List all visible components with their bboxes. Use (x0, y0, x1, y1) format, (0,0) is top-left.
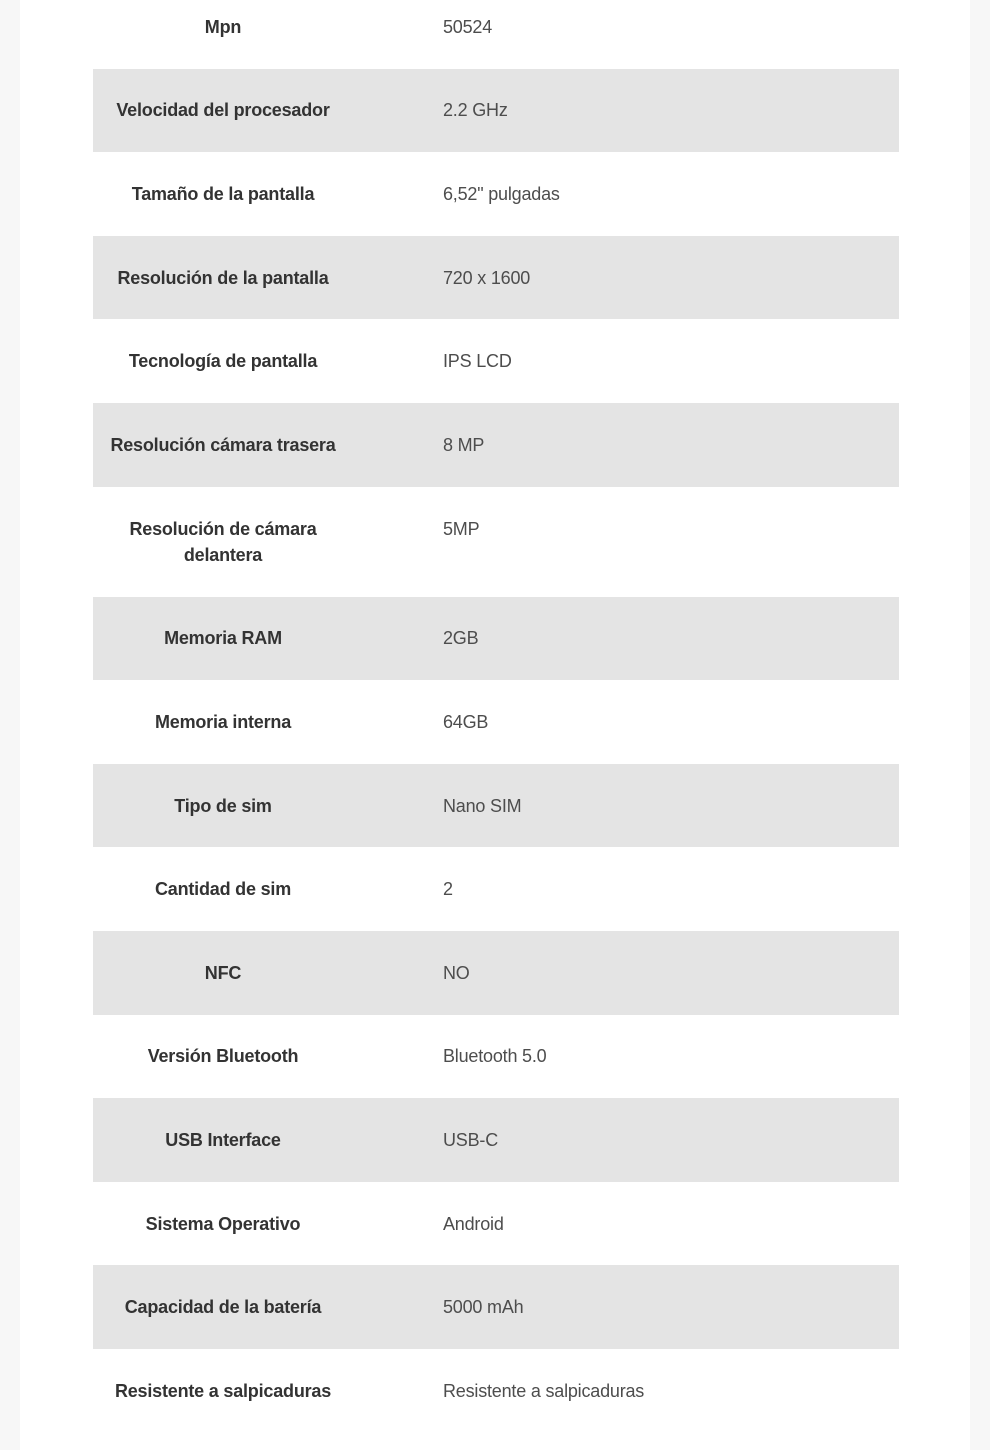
spec-label: Memoria RAM (164, 628, 282, 649)
spec-label: Tipo de sim (174, 795, 272, 816)
spec-table (93, 0, 899, 1433)
spec-label: Resolución de la pantalla (117, 267, 329, 288)
product-details-panel (20, 0, 970, 1450)
spec-value: NO (443, 962, 470, 983)
spec-value: Resistente a salpicaduras (443, 1380, 645, 1401)
spec-label: Capacidad de la batería (124, 1297, 322, 1318)
spec-label: Cantidad de sim (154, 879, 292, 900)
spec-row (93, 319, 899, 403)
spec-value: 2GB (443, 628, 479, 649)
spec-label: Sistema Operativo (145, 1213, 301, 1234)
spec-row (93, 1182, 899, 1266)
spec-row (93, 1265, 899, 1349)
spec-row (93, 931, 899, 1015)
spec-label: Tamaño de la pantalla (131, 183, 315, 204)
spec-row (93, 0, 899, 69)
spec-row (93, 764, 899, 848)
spec-row (93, 403, 899, 487)
spec-label: Resolución de cámara delantera (129, 518, 317, 565)
spec-value: 8 MP (443, 434, 485, 455)
spec-label: Versión Bluetooth (147, 1046, 299, 1067)
spec-row (93, 597, 899, 681)
spec-value: 2 (443, 879, 453, 900)
spec-value: Android (443, 1213, 504, 1234)
spec-row (93, 1015, 899, 1099)
spec-row (93, 487, 899, 597)
spec-label: Tecnología de pantalla (128, 351, 318, 372)
spec-value: 6,52" pulgadas (443, 183, 560, 204)
spec-row (93, 69, 899, 153)
spec-row (93, 1098, 899, 1182)
spec-value: Nano SIM (443, 795, 522, 816)
spec-value: 5000 mAh (443, 1297, 524, 1318)
spec-value: 720 x 1600 (443, 267, 531, 288)
spec-row (93, 236, 899, 320)
spec-row (93, 1349, 899, 1433)
spec-label: Mpn (204, 16, 242, 37)
spec-row (93, 847, 899, 931)
spec-row (93, 152, 899, 236)
spec-value: 5MP (443, 518, 480, 539)
spec-label: Resistente a salpicaduras (114, 1380, 332, 1401)
spec-label: Resolución cámara trasera (110, 434, 336, 455)
spec-label: Memoria interna (154, 711, 292, 732)
spec-value: Bluetooth 5.0 (443, 1046, 547, 1067)
spec-value: 2.2 GHz (443, 100, 508, 121)
spec-label: USB Interface (165, 1129, 281, 1150)
spec-value: 50524 (443, 16, 493, 37)
spec-value: IPS LCD (443, 351, 512, 372)
spec-value: USB-C (443, 1129, 499, 1150)
spec-row (93, 680, 899, 764)
spec-label: Velocidad del procesador (116, 100, 330, 121)
spec-label: NFC (204, 962, 242, 983)
spec-value: 64GB (443, 711, 489, 732)
